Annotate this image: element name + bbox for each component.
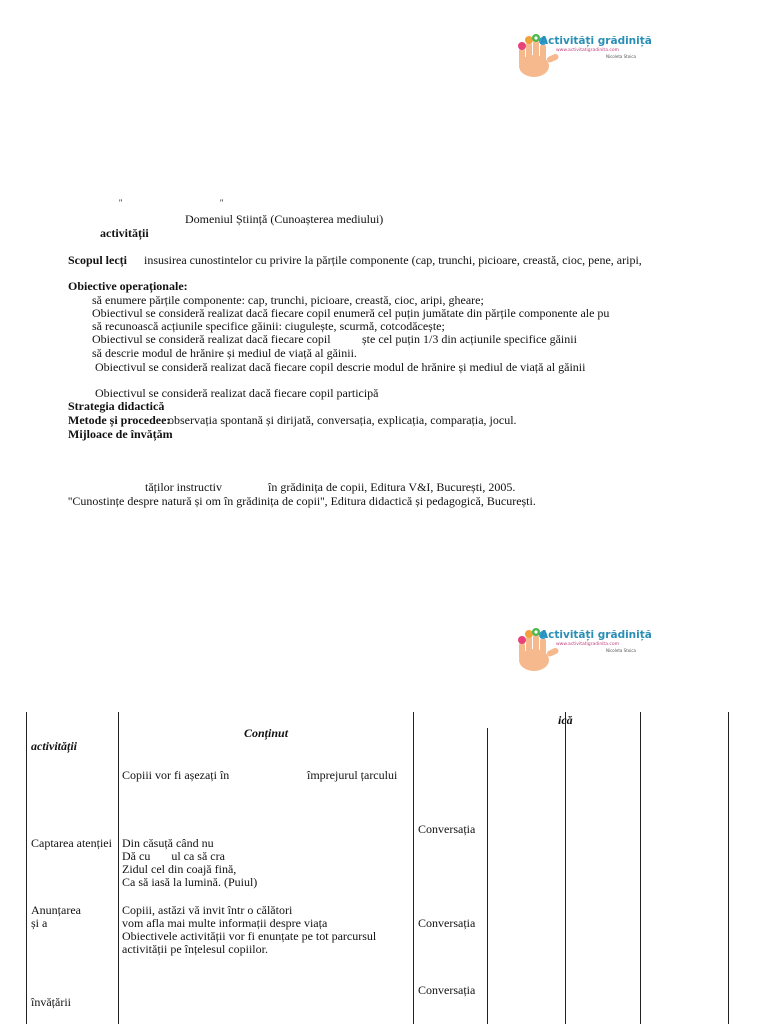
methods-text: observația spontană și dirijată, conversația, explicația, comparația, jocul.	[168, 413, 517, 427]
bibliography-line: în grădinița de copii, Editura V&I, București, 2005.	[268, 480, 516, 494]
table-border	[26, 712, 27, 1024]
table-border	[118, 712, 119, 1024]
domain-line: Domeniul Știință (Cunoașterea mediului)	[185, 212, 384, 226]
activity-label: activității	[100, 226, 149, 240]
strategy-label: Strategia didactică	[68, 399, 165, 413]
method-cell: Conversația	[418, 916, 476, 930]
table-border	[640, 712, 641, 1024]
content-cell: împrejurul țarcului	[307, 768, 398, 782]
objective-line: să recunoască acțiunile specifice găinii: ciugulește, scurmă, cotcodăcește;	[92, 319, 445, 333]
logo	[510, 628, 652, 676]
bibliography-line: tăților instructiv	[145, 480, 222, 494]
header-content: Conținut	[244, 726, 289, 740]
header-activity: activității	[31, 739, 77, 753]
stage-cell: și a	[31, 916, 48, 930]
method-cell: Conversația	[418, 822, 476, 836]
stage-cell: învățării	[31, 995, 71, 1009]
logo-title: Activități grădiniță	[540, 629, 652, 641]
objective-line: să enumere părțile componente: cap, trunchi, picioare, creastă, cioc, aripi, gheare;	[92, 293, 484, 307]
logo-url: www.activitatigradinita.com	[556, 642, 619, 647]
objective-line: Obiectivul se consideră realizat dacă fiecare copil enumeră cel puțin jumătate din părțile componente ale pu	[92, 306, 610, 320]
bibliography-line: ''Cunostințe despre natură și om în grădinița de copii'', Editura didactică și pedagogică, București.	[68, 494, 536, 508]
table-border	[413, 712, 414, 1024]
logo-author: Nicoleta Stoica	[606, 54, 636, 59]
means-label: Mijloace de învățăm	[68, 427, 173, 441]
content-cell: Copiii vor fi așezați în	[122, 768, 230, 782]
table-border	[487, 728, 488, 1024]
logo-title: Activități grădiniță	[540, 35, 652, 47]
objective-line: Obiectivul se consideră realizat dacă fiecare copil participă	[95, 386, 379, 400]
content-line: Dă cu ul ca să cra	[122, 849, 225, 863]
stage-cell: Captarea atenției	[31, 836, 112, 850]
logo	[510, 34, 652, 82]
quote-close: ''	[220, 198, 224, 208]
table-border	[728, 712, 729, 1024]
content-line: vom afla mai multe informații despre viața	[122, 916, 328, 930]
objective-line: ște cel puțin 1/3 din acțiunile specifice găinii	[362, 332, 577, 346]
scope-text: insusirea cunostintelor cu privire la părțile componente (cap, trunchi, picioare, creastă, cioc, pene, aripi,	[144, 253, 642, 267]
content-line: Copiii, astăzi vă invit într o călători	[122, 903, 293, 917]
objectives-title: Obiective operaționale:	[68, 279, 188, 293]
objective-line: Obiectivul se consideră realizat dacă fiecare copil descrie modul de hrănire și mediul de viață al găinii	[95, 360, 586, 374]
content-line: Ca să iasă la lumină. (Puiul)	[122, 875, 258, 889]
content-line: Obiectivele activității vor fi enunțate pe tot parcursul	[122, 929, 377, 943]
content-line: Din căsuță când nu	[122, 836, 214, 850]
scope-label: Scopul lecți	[68, 253, 127, 267]
stage-cell: Anunțarea	[31, 903, 81, 917]
header-ica: ică	[558, 713, 573, 727]
logo-url: www.activitatigradinita.com	[556, 48, 619, 53]
objective-line: Obiectivul se consideră realizat dacă fiecare copil	[92, 332, 331, 346]
table-border	[565, 712, 566, 1024]
content-line: Zidul cel din coajă fină,	[122, 862, 237, 876]
method-cell: Conversația	[418, 983, 476, 997]
quote-open: ''	[119, 198, 123, 208]
methods-label: Metode și procedee:	[68, 413, 171, 427]
logo-author: Nicoleta Stoica	[606, 648, 636, 653]
objective-line: să descrie modul de hrănire și mediul de viață al găinii.	[92, 346, 357, 360]
content-line: activității pe înțelesul copiilor.	[122, 942, 268, 956]
